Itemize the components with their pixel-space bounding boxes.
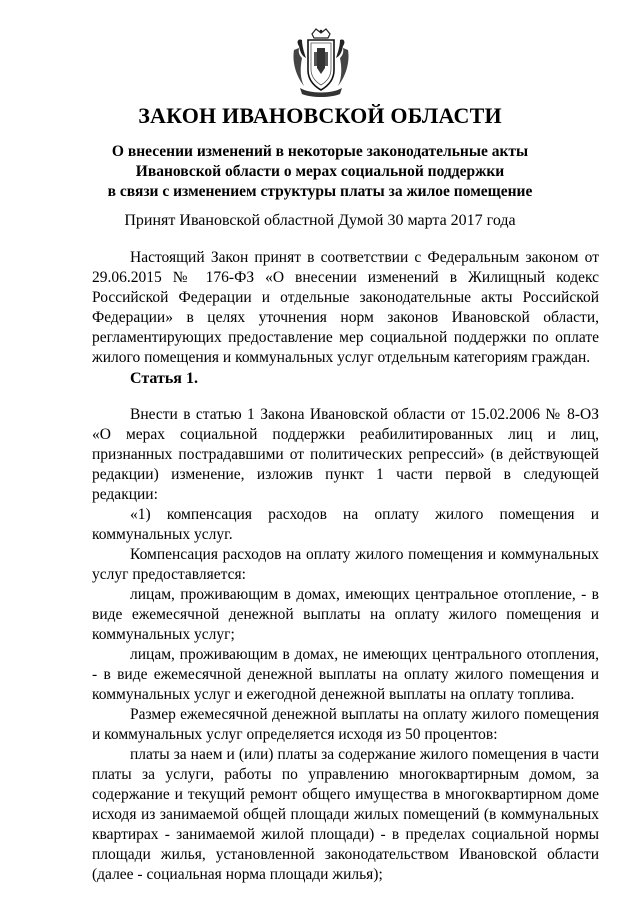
subtitle-line: Ивановской области о мерах социальной поддержки [135,163,505,180]
article-paragraph: платы за наем и (или) платы за содержание жилого помещения в части платы за услуги, работы по управлению многоквартирным домом, за содержание и текущий ремонт общего имущества в многоквартирном доме исходя из занимаемой общей площади жилых помещений (в коммунальных квартирах - занимаемой жилой площади) - в пределах социальной нормы площади жилья, установленной законодательством Ивановской области (далее - социальная норма площади жилья); [92,746,599,883]
preamble-paragraph: Настоящий Закон принят в соответствии с Федеральным законом от 29.06.2015 № 176-ФЗ «О внесении изменений в Жилищный кодекс Российской Федерации и отдельные законодательные акты Российской Федерации» в целях уточнения норм законов Ивановской области, регламентирующих предоставление мер социальной поддержки по оплате жилого помещения и коммунальных услуг отдельным категориям граждан. [92,249,599,366]
article-paragraph: Размер ежемесячной денежной выплаты на оплату жилого помещения и коммунальных услуг определяется исходя из 50 процентов: [92,706,599,743]
article-heading: Статья 1. [130,370,198,387]
subtitle-line: в связи с изменением структуры платы за жилое помещение [107,183,533,200]
article-body [92,405,599,885]
article-paragraph: Компенсация расходов на оплату жилого помещения и коммунальных услуг предоставляется: [92,546,599,583]
law-subtitle [60,142,580,202]
law-title: ЗАКОН ИВАНОВСКОЙ ОБЛАСТИ [138,103,502,128]
article-paragraph: лицам, проживающим в домах, имеющих центральное отопление, - в виде ежемесячной денежной выплаты на оплату жилого помещения и коммунальных услуг; [92,586,599,643]
article-paragraph: лицам, проживающим в домах, не имеющих центрального отопления, - в виде ежемесячной денежной выплаты на оплату жилого помещения и коммунальных услуг и ежегодной денежной выплаты на оплату топлива. [92,646,599,703]
preamble-block [92,248,599,368]
coat-of-arms-icon [290,28,352,98]
article-paragraph: «1) компенсация расходов на оплату жилого помещения и коммунальных услуг. [92,506,599,543]
adoption-line: Принят Ивановской областной Думой 30 марта 2017 года [124,212,516,229]
subtitle-line: О внесении изменений в некоторые законодательные акты [111,143,529,160]
article-paragraph: Внести в статью 1 Закона Ивановской области от 15.02.2006 № 8-ОЗ «О мерах социальной поддержки реабилитированных лиц и лиц, признанных пострадавшими от политических репрессий» (в действующей редакции) изменение, изложив пункт 1 части первой в следующей редакции: [92,406,599,503]
